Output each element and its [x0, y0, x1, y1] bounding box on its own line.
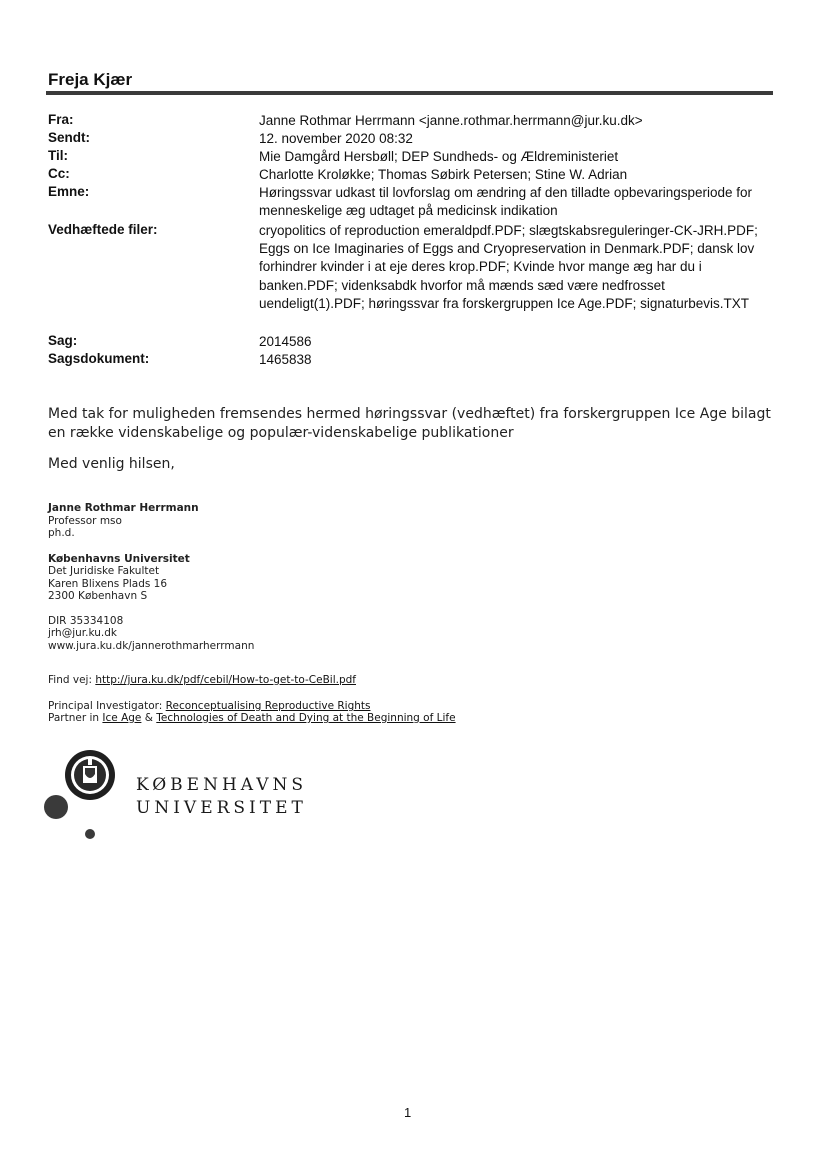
sent-value: 12. november 2020 08:32: [259, 131, 413, 146]
signature-degree: ph.d.: [48, 527, 75, 539]
signature-address-street: Karen Blixens Plads 16: [48, 577, 168, 590]
subject-label: Emne:: [48, 184, 90, 199]
cc-value: Charlotte Kroløkke; Thomas Søbirk Petersen; Stine W. Adrian: [259, 167, 628, 182]
find-route-link[interactable]: http://jura.ku.dk/pdf/cebil/How-to-get-to-CeBil.pdf: [95, 674, 356, 686]
signature-address-city: 2300 København S: [48, 590, 148, 602]
case-document-value: 1465838: [259, 352, 312, 367]
university-seal-icon: [44, 748, 124, 848]
from-label: Fra:: [48, 112, 74, 127]
case-document-label: Sagsdokument:: [48, 351, 150, 366]
title-rule: [46, 91, 773, 95]
case-label: Sag:: [48, 333, 78, 348]
signature-block: [48, 502, 254, 652]
subject-value: Høringssvar udkast til lovforslag om ændring af den tilladte opbevaringsperiode for menneskelige æg udtaget på medicinsk indikation: [259, 185, 753, 219]
page-number: 1: [404, 1105, 412, 1120]
signature-title: Professor mso: [48, 514, 122, 527]
find-route-line: [48, 674, 356, 687]
signature-phone: DIR 35334108: [48, 614, 124, 627]
message-paragraph: Med tak for muligheden fremsendes hermed høringssvar (vedhæftet) fra forskergruppen Ice Age bilagt en række videnskabelige og populær-videnskabelige publikationer: [48, 406, 771, 441]
sent-label: Sendt:: [48, 130, 90, 145]
document-owner-title: Freja Kjær: [48, 70, 133, 89]
university-logo-text: [136, 774, 307, 820]
signature-email: jrh@jur.ku.dk: [48, 627, 117, 639]
to-value: Mie Damgård Hersbøll; DEP Sundheds- og Ældreministeriet: [259, 149, 619, 164]
from-value: Janne Rothmar Herrmann <janne.rothmar.herrmann@jur.ku.dk>: [259, 113, 643, 128]
pi-label: Principal Investigator:: [48, 700, 163, 712]
ice-age-link[interactable]: Ice Age: [102, 712, 142, 724]
pi-line: [48, 700, 371, 713]
find-route-label: Find vej:: [48, 674, 92, 686]
attachments-value: cryopolitics of reproduction emeraldpdf.PDF; slægtskabsreguleringer-CK-JRH.PDF; Eggs on Ice Imaginaries of Eggs and Cryopreservation in Denmark.PDF; dansk lov forhindrer kvinder i at eje deres krop.PDF; Kvinde hvor mange æg har du i banken.PDF; videnksabdk hvorfor må mænds sæd være nedfrosset uendeligt(1).PDF; høringssvar fra forskergruppen Ice Age.PDF; signaturbevis.TXT: [259, 223, 758, 311]
logo-line-1: KØBENHAVNS: [136, 775, 308, 795]
case-value: 2014586: [259, 334, 312, 349]
attachments-label: Vedhæftede filer:: [48, 222, 158, 237]
closing-text: Med venlig hilsen,: [48, 456, 175, 472]
partner-ampersand: &: [144, 712, 153, 724]
partner-line: [48, 712, 456, 725]
signature-name: Janne Rothmar Herrmann: [48, 502, 199, 514]
cc-label: Cc:: [48, 166, 70, 181]
logo-line-2: UNIVERSITET: [136, 798, 307, 818]
pi-project-link[interactable]: Reconceptualising Reproductive Rights: [165, 700, 371, 712]
to-label: Til:: [48, 148, 68, 163]
partner-label: Partner in: [48, 712, 100, 724]
signature-university: Københavns Universitet: [48, 552, 190, 565]
signature-web: www.jura.ku.dk/jannerothmarherrmann: [48, 639, 255, 652]
technologies-of-death-link[interactable]: Technologies of Death and Dying at the Beginning of Life: [156, 712, 456, 724]
signature-faculty: Det Juridiske Fakultet: [48, 565, 160, 577]
